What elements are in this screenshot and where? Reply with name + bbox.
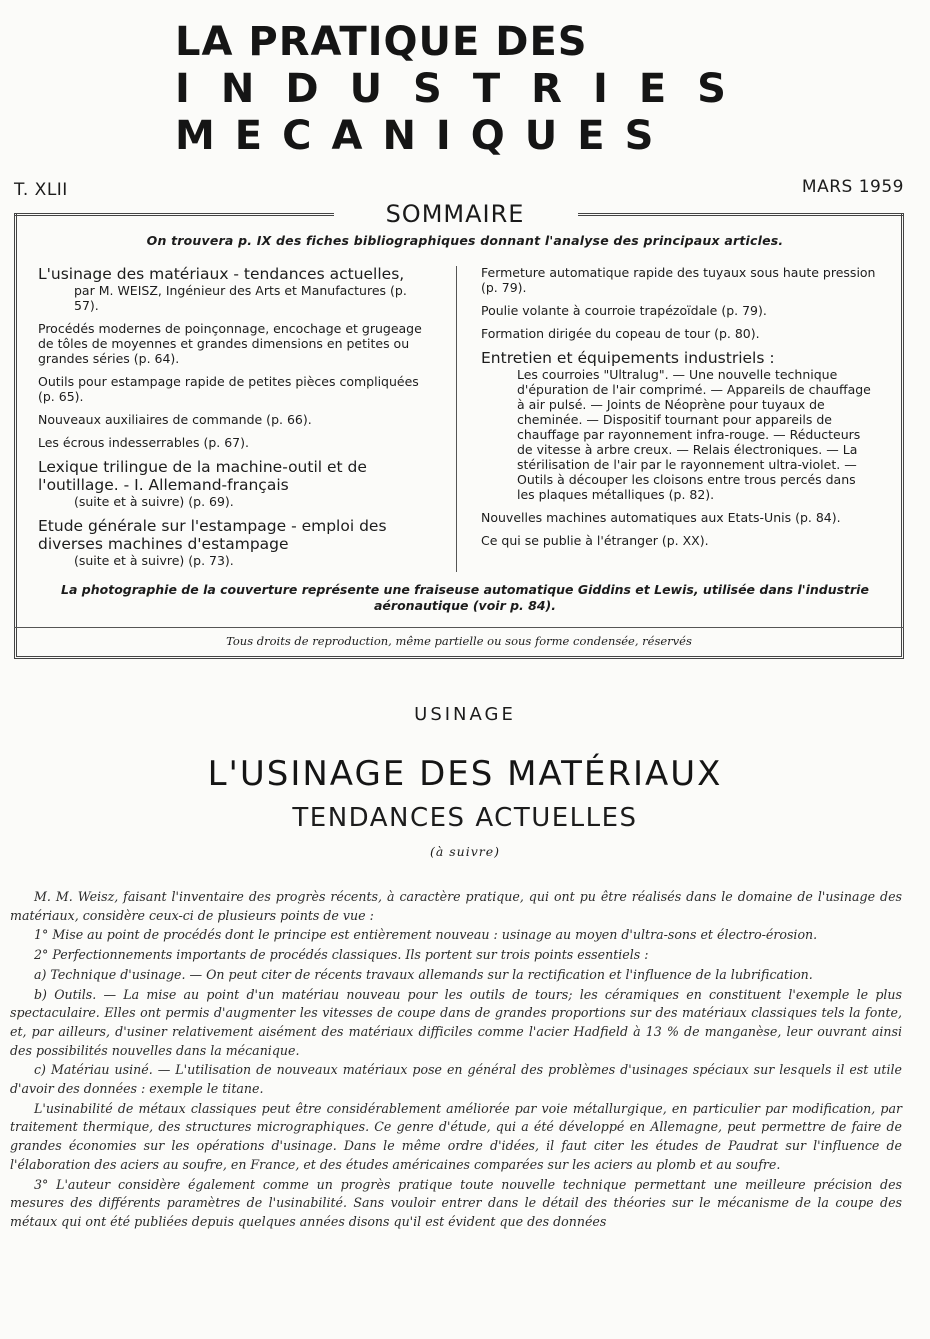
toc-entry-text: Outils pour estampage rapide de petites pièces compliquées (p. 65). (38, 374, 419, 404)
paragraph: b) Outils. — La mise au point d'un matériau nouveau pour les outils de tours; les céramiques en constituent l'exemple le plus spectaculaire. Elles ont permis d'augmenter les vitesses de coupe dans de grandes proportions sur des matériaux classiques tels la fonte, et, par ailleurs, d'usiner relativement aisément des matériaux difficiles comme l'acier Hadfield à 13 % de manganèse, leur ouvrant ainsi des possibilités nouvelles dans la mécanique. (10, 986, 902, 1058)
sommaire-title: SOMMAIRE (385, 200, 525, 228)
paragraph: 2° Perfectionnements importants de procédés classiques. Ils portent sur trois points essentiels : (34, 947, 649, 963)
rights-rule (14, 627, 904, 628)
section-label: USINAGE (414, 704, 516, 725)
masthead-line-2: INDUSTRIES (175, 66, 757, 112)
paragraph: L'usinabilité de métaux classiques peut être considérablement améliorée par voie métallurgique, en particulier par modification, par traitement thermique, des structures micrographiques. Ce genre d'étude, qui a été développé en Allemagne, peut permettre de faire de grandes économies sur les opérations d'usinage. Dans le même ordre d'idées, il faut citer les études de Paudrat sur l'influence de l'élaboration des aciers au soufre, en France, et des études américaines comparées sur les aciers au plomb et au soufre. (10, 1100, 902, 1172)
masthead-line-3: MECANIQUES (175, 113, 674, 159)
article-title: L'USINAGE DES MATÉRIAUX (207, 754, 723, 794)
column-divider (456, 266, 457, 572)
toc-entry-heading: Entretien et équipements industriels : (481, 349, 775, 367)
toc-entry-text: Ce qui se publie à l'étranger (p. XX). (481, 533, 709, 548)
paragraph: M. M. Weisz, faisant l'inventaire des progrès récents, à caractère pratique, qui ont pu être réalisés dans le domaine de l'usinage des matériaux, considère ceux-ci de plusieurs points de vue : (10, 889, 902, 923)
article-subtitle: TENDANCES ACTUELLES (292, 803, 638, 833)
sommaire-right-column (481, 265, 877, 556)
issue-date: MARS 1959 (801, 177, 904, 197)
paragraph: c) Matériau usiné. — L'utilisation de nouveaux matériaux pose en général des problèmes d'usinages spéciaux sur lesquels il est utile d'avoir des données : exemple le titane. (10, 1062, 902, 1097)
masthead-line-1: LA PRATIQUE DES (175, 19, 588, 65)
toc-entry[interactable] (38, 458, 434, 509)
toc-entry[interactable] (38, 517, 434, 568)
cover-caption: La photographie de la couverture représente une fraiseuse automatique Giddins et Lewis, utilisée dans l'industrie aéronautique (voir p. 84). (61, 582, 869, 613)
toc-entry[interactable] (481, 349, 877, 502)
toc-entry-text: Les courroies "Ultralug". — Une nouvelle technique d'épuration de l'air comprimé. — Appareils de chauffage à air pulsé. — Joints de Néoprène pour tuyaux de cheminée. — Dispositif tournant pour appareils de chauffage par rayonnement infra-rouge. — Réducteurs de vitesse à arbre creux. — Relais électroniques. — La stérilisation de l'air par le rayonnement ultra-violet. — Outils à découper les cloisons entre trous percés dans les plaques métalliques (p. 82). (517, 367, 871, 502)
toc-entry[interactable] (38, 321, 434, 366)
toc-entry-text: Fermeture automatique rapide des tuyaux sous haute pression (p. 79). (481, 265, 876, 295)
rights-notice: Tous droits de reproduction, même partielle ou sous forme condensée, réservés (226, 634, 692, 648)
toc-entry-text: Poulie volante à courroie trapézoïdale (p. 79). (481, 303, 767, 318)
toc-entry[interactable] (38, 435, 434, 450)
toc-entry-text: Procédés modernes de poinçonnage, encochage et grugeage de tôles de moyennes et grandes dimensions en petites ou grandes séries (p. 64). (38, 321, 422, 366)
toc-entry[interactable] (481, 533, 877, 548)
toc-entry[interactable] (481, 303, 877, 318)
toc-entry-heading: Etude générale sur l'estampage - emploi des diverses machines d'estampage (38, 517, 387, 553)
toc-entry-heading: L'usinage des matériaux - tendances actuelles, (38, 265, 405, 283)
issue-volume: T. XLII (14, 180, 68, 200)
toc-entry-text: Formation dirigée du copeau de tour (p. 80). (481, 326, 760, 341)
toc-entry-heading: Lexique trilingue de la machine-outil et de l'outillage. - I. Allemand-français (38, 458, 367, 494)
paragraph: 1° Mise au point de procédés dont le principe est entièrement nouveau : usinage au moyen d'ultra-sons et électro-érosion. (34, 927, 818, 943)
toc-entry[interactable] (481, 265, 877, 295)
toc-entry[interactable] (481, 326, 877, 341)
toc-entry[interactable] (38, 412, 434, 427)
toc-entry-text: Nouveaux auxiliaires de commande (p. 66). (38, 412, 312, 427)
paragraph: a) Technique d'usinage. — On peut citer de récents travaux allemands sur la rectification et l'influence de la lubrification. (34, 966, 813, 982)
masthead (175, 19, 757, 163)
toc-entry-text: (suite et à suivre) (p. 69). (74, 494, 234, 509)
sommaire-left-column (38, 265, 434, 576)
toc-entry-text: Les écrous indesserrables (p. 67). (38, 435, 249, 450)
toc-entry[interactable] (38, 374, 434, 404)
sommaire-intro: On trouvera p. IX des fiches bibliographiques donnant l'analyse des principaux articles. (146, 233, 784, 248)
paragraph: 3° L'auteur considère également comme un progrès pratique toute nouvelle technique permettant une meilleure précision des mesures des différents paramètres de l'usinabilité. Sans vouloir entrer dans le détail des théories sur le mécanisme de la coupe des métaux qui ont été publiées depuis quelques années disons qu'il est évident que des données (10, 1176, 902, 1229)
toc-entry-text: par M. WEISZ, Ingénieur des Arts et Manufactures (p. 57). (74, 283, 407, 313)
toc-entry-text: Nouvelles machines automatiques aux Etats-Unis (p. 84). (481, 510, 841, 525)
toc-entry-text: (suite et à suivre) (p. 73). (74, 553, 234, 568)
toc-entry[interactable] (481, 510, 877, 525)
article-body (10, 888, 902, 1233)
continued-note: (à suivre) (429, 844, 501, 859)
toc-entry[interactable] (38, 265, 434, 313)
